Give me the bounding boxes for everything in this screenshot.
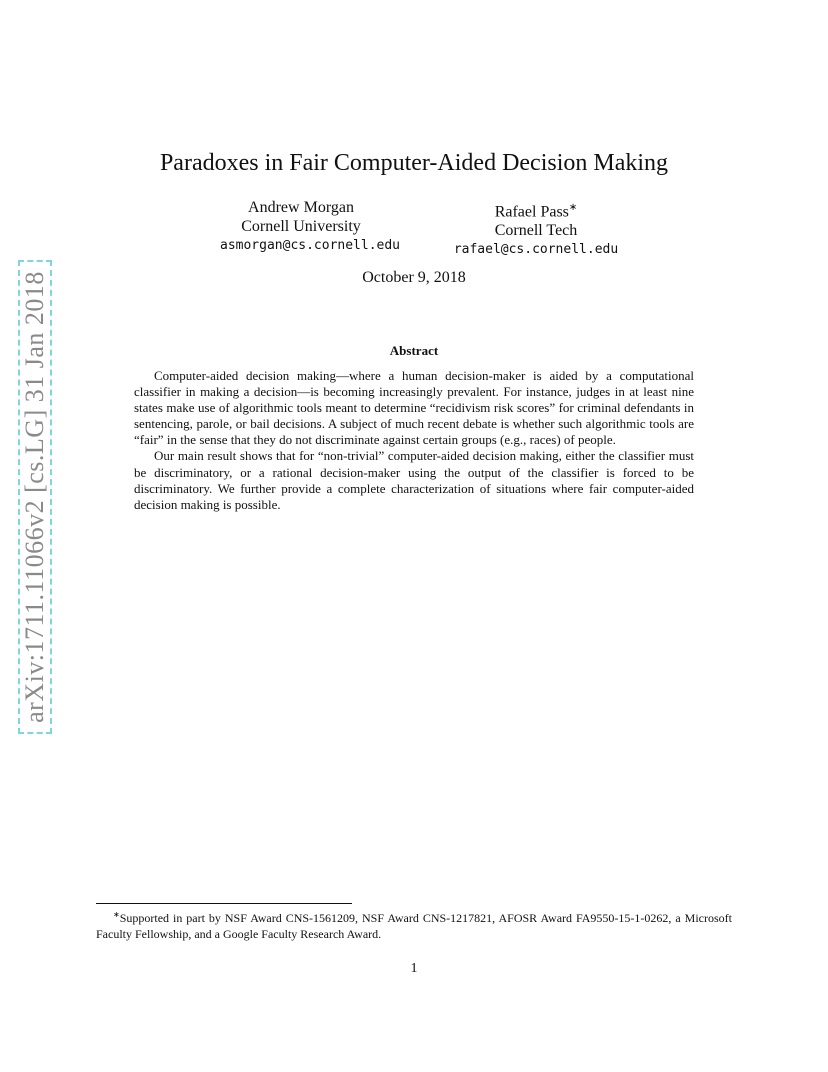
abstract-body (134, 368, 694, 513)
author-block (438, 198, 634, 259)
arxiv-stamp (18, 260, 52, 734)
abstract-paragraph: Our main result shows that for “non-trivial” computer-aided decision making, either the classifier must be discriminatory, or a rational decision-maker using the output of the classifier is forced to be discriminatory. We further provide a complete characterization of situations where fair computer-aided decision making is possible. (134, 448, 694, 512)
author-affiliation: Cornell University (241, 218, 361, 235)
footnote-rule (96, 903, 352, 904)
author-name: Rafael Pass∗ (494, 202, 578, 221)
author-email: rafael@cs.cornell.edu (453, 242, 619, 258)
author-email: asmorgan@cs.cornell.edu (220, 238, 401, 253)
author-affiliation: Cornell Tech (494, 222, 578, 240)
author-name: Andrew Morgan (248, 199, 354, 216)
paper-date: October 9, 2018 (362, 269, 466, 286)
abstract-paragraph: Computer-aided decision making—where a human decision-maker is aided by a computational classifier in making a decision—is becoming increasingly prevalent. For instance, judges in at least nine states make use of algorithmic tools meant to determine “recidivism risk scores” for criminal defendants in sentencing, parole, or bail decisions. A subject of much recent debate is whether such algorithmic tools are “fair” in the sense that they do not discriminate against certain groups (e.g., races) of people. (134, 368, 694, 448)
footnote-text: Supported in part by NSF Award CNS-1561209, NSF Award CNS-1217821, AFOSR Award FA9550-15-1-0262, a Microsoft Faculty Fellowship, and a Google Faculty Research Award. (96, 911, 732, 941)
footnote (96, 907, 732, 942)
paper-title: Paradoxes in Fair Computer-Aided Decision Making (159, 150, 669, 176)
arxiv-identifier: arXiv:1711.11066v2 [cs.LG] 31 Jan 2018 (20, 271, 50, 723)
footnote-marker: ∗ (568, 202, 578, 213)
abstract-heading: Abstract (389, 343, 439, 358)
footnote-marker: ∗ (113, 910, 120, 919)
page-number: 1 (410, 961, 418, 976)
author-block (220, 198, 401, 255)
